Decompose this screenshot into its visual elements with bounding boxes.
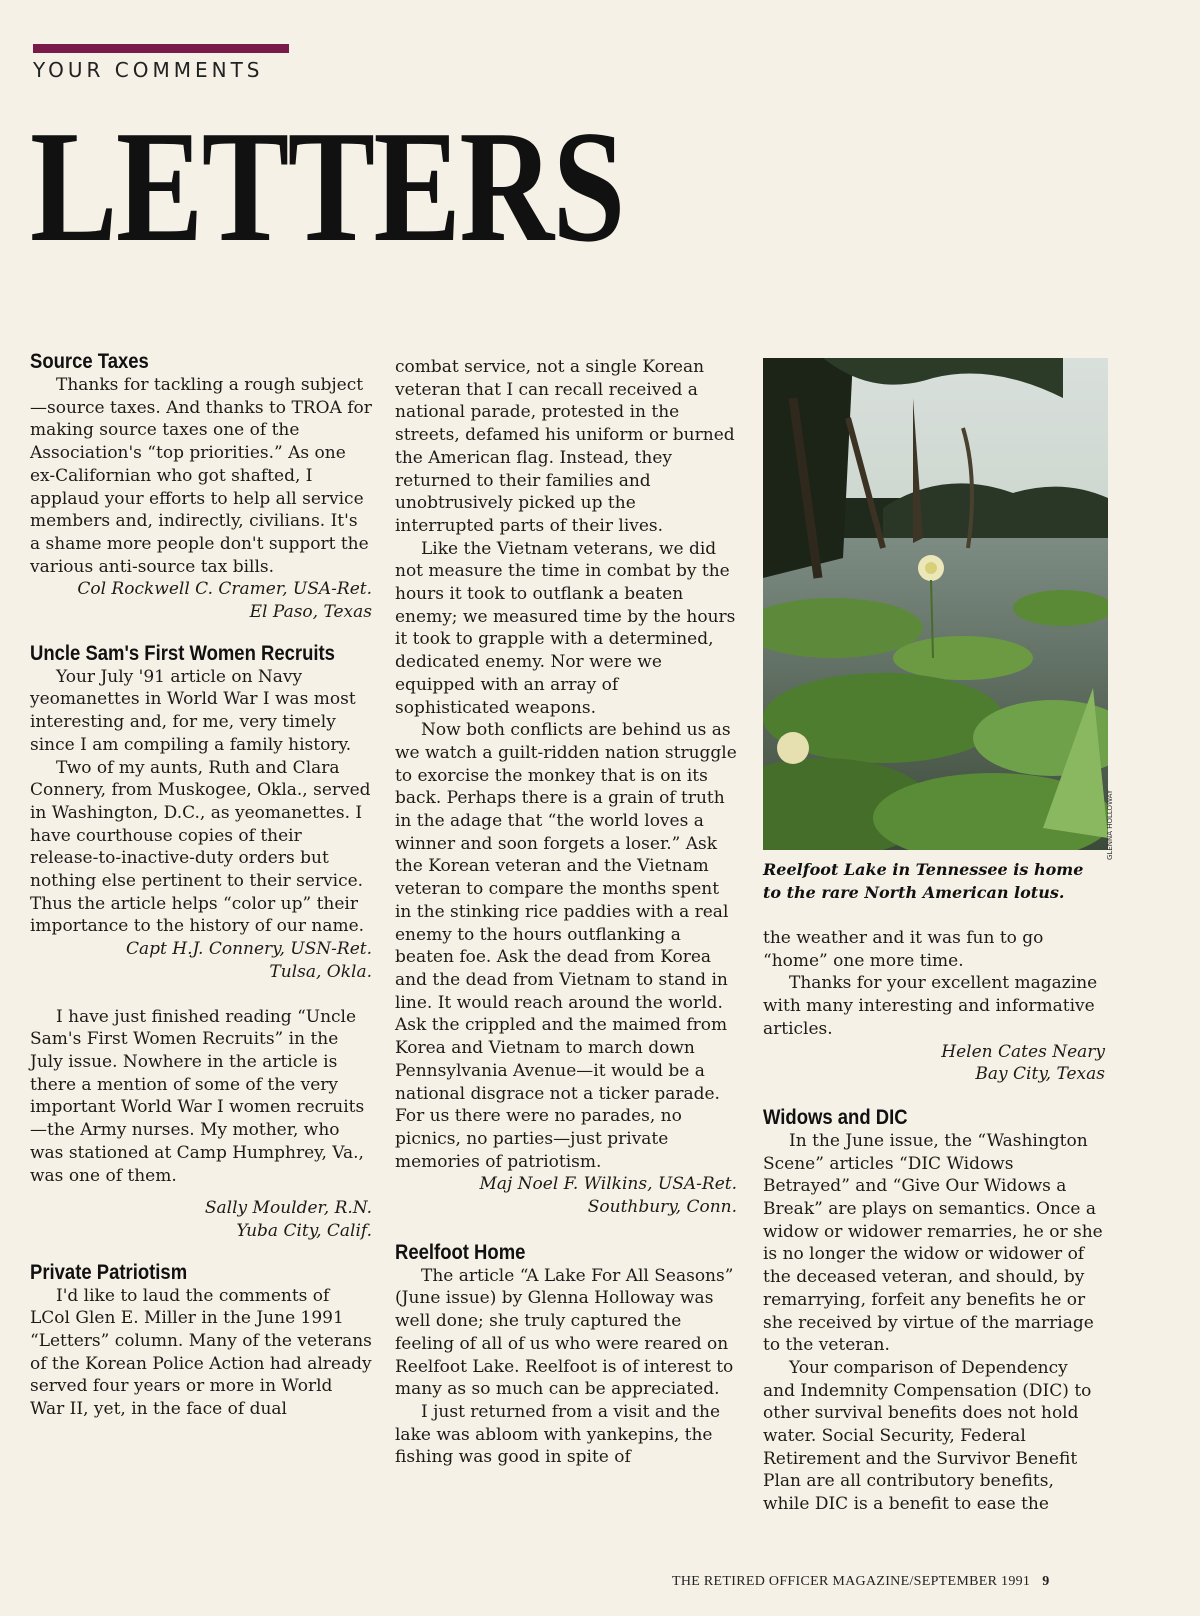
- column-3: [763, 927, 1105, 1516]
- page-title: LETTERS: [30, 97, 624, 275]
- publication-line: THE RETIRED OFFICER MAGAZINE/SEPTEMBER 1991: [672, 1574, 1031, 1589]
- letter-paragraph: Now both conflicts are behind us as we watch a guilt-ridden nation struggle to exorcise the monkey that is on its back. Perhaps there is a grain of truth in the adage that “the world loves a winner and soon forgets a loser.” Ask the Korean veteran and the Vietnam veteran to compare the months spent in the stinking rice paddies with a real enemy to the hours outflanking a beaten foe. Ask the dead from Korea and the dead from Vietnam to stand in line. It would reach around the world. Ask the crippled and the maimed from Korea and Vietnam to march down Pennsylvania Avenue—it would be a national disgrace not a ticker parade. For us there were no parades, no picnics, no parties—just private memories of patriotism.: [395, 720, 737, 1172]
- letter-paragraph: Two of my aunts, Ruth and Clara Connery, from Muskogee, Okla., served in Washington, D.C., as yeomanettes. I have courthouse copies of their release-to-inactive-duty orders but nothing else pertinent to their service. Thus the article helps “color up” their importance to the history of our name.: [30, 757, 371, 937]
- letter-signature-name: Helen Cates Neary: [941, 1041, 1105, 1062]
- letter-paragraph: In the June issue, the “Washington Scene” articles “DIC Widows Betrayed” and “Give Our Widows a Break” are plays on semantics. Once a widow or widower remarries, he or she is no longer the widow or widower of the deceased veteran, and should, by remarrying, forfeit any benefits he or she received by virtue of the marriage to the veteran.: [763, 1130, 1103, 1356]
- letter-signature-name: Maj Noel F. Wilkins, USA-Ret.: [479, 1174, 737, 1195]
- lotus-lake-photo: [763, 358, 1108, 850]
- letter-continued: the weather and it was fun to go “home” one more time.: [763, 928, 1044, 971]
- section-kicker: YOUR COMMENTS: [33, 58, 264, 82]
- letter-paragraph: The article “A Lake For All Seasons” (June issue) by Glenna Holloway was well done; she truly captured the feeling of all of us who were reared on Reelfoot Lake. Reelfoot is of interest to many as so much can be appreciated.: [395, 1265, 734, 1400]
- letter-heading: Source Taxes: [30, 350, 149, 373]
- photo-credit: GLENNA HOLLOWAY: [1106, 789, 1114, 860]
- letter-heading: Widows and DIC: [763, 1105, 908, 1129]
- letter-paragraph: Your July '91 article on Navy yeomanettes in World War I was most interesting and, for me, very timely since I am compiling a family history.: [30, 666, 356, 755]
- letter-signature-location: Yuba City, Calif.: [236, 1220, 372, 1241]
- column-1: [30, 350, 372, 1421]
- letter-signature-location: Southbury, Conn.: [587, 1197, 737, 1218]
- letter-heading: Private Patriotism: [30, 1260, 188, 1284]
- letter-paragraph: I just returned from a visit and the lake was abloom with yankepins, the fishing was good in spite of: [395, 1401, 721, 1468]
- column-2: [395, 356, 737, 1469]
- letter-signature-name: Sally Moulder, R.N.: [204, 1198, 372, 1219]
- page-number: 9: [1042, 1574, 1050, 1589]
- photo-caption: Reelfoot Lake in Tennessee is home to the rare North American lotus.: [763, 860, 1084, 902]
- letter-paragraph: I have just finished reading “Uncle Sam's First Women Recruits” in the July issue. Nowhere in the article is there a mention of some of the very important World War I women recruits—the Army nurses. My mother, who was stationed at Camp Humphrey, Va., was one of them.: [30, 1006, 365, 1186]
- letter-paragraph: Like the Vietnam veterans, we did not measure the time in combat by the hours it took to outflank a beaten enemy; we measured time by the hours it took to grapple with a determined, dedicated enemy. Nor were we equipped with an array of sophisticated weapons.: [395, 538, 736, 718]
- letter-continued: combat service, not a single Korean veteran that I can recall received a national parade, protested in the streets, defamed his uniform or burned the American flag. Instead, they returned to their families and unobtrusively picked up the interrupted parts of their lives.: [395, 357, 735, 536]
- letter-heading: Reelfoot Home: [395, 1240, 526, 1264]
- letter-paragraph: Thanks for your excellent magazine with many interesting and informative articles.: [763, 973, 1098, 1039]
- letter-signature-location: Bay City, Texas: [975, 1064, 1105, 1085]
- letter-paragraph: I'd like to laud the comments of LCol Glen E. Miller in the June 1991 “Letters” column. Many of the veterans of the Korean Police Action had already served four years or more in World War II, yet, in the face of dual: [30, 1285, 372, 1420]
- section-rule: [33, 44, 289, 53]
- letter-paragraph: Thanks for tackling a rough subject—source taxes. And thanks to TROA for making source taxes one of the Association's “top priorities.” As one ex-Californian who got shafted, I applaud your efforts to help all service members and, indirectly, civilians. It's a shame more people don't support the various anti-source tax bills.: [30, 375, 372, 577]
- letter-paragraph: Your comparison of Dependency and Indemnity Compensation (DIC) to other survival benefits does not hold water. Social Security, Federal Retirement and the Survivor Benefit Plan are all contributory benefits, while DIC is a benefit to ease the: [763, 1357, 1092, 1515]
- letter-signature-location: El Paso, Texas: [249, 602, 372, 623]
- page-footer: [672, 1574, 1050, 1590]
- letter-heading: Uncle Sam's First Women Recruits: [30, 641, 335, 665]
- letter-signature-name: Capt H.J. Connery, USN-Ret.: [126, 939, 372, 960]
- letter-signature-location: Tulsa, Okla.: [269, 961, 372, 982]
- letter-signature-name: Col Rockwell C. Cramer, USA-Ret.: [77, 579, 372, 600]
